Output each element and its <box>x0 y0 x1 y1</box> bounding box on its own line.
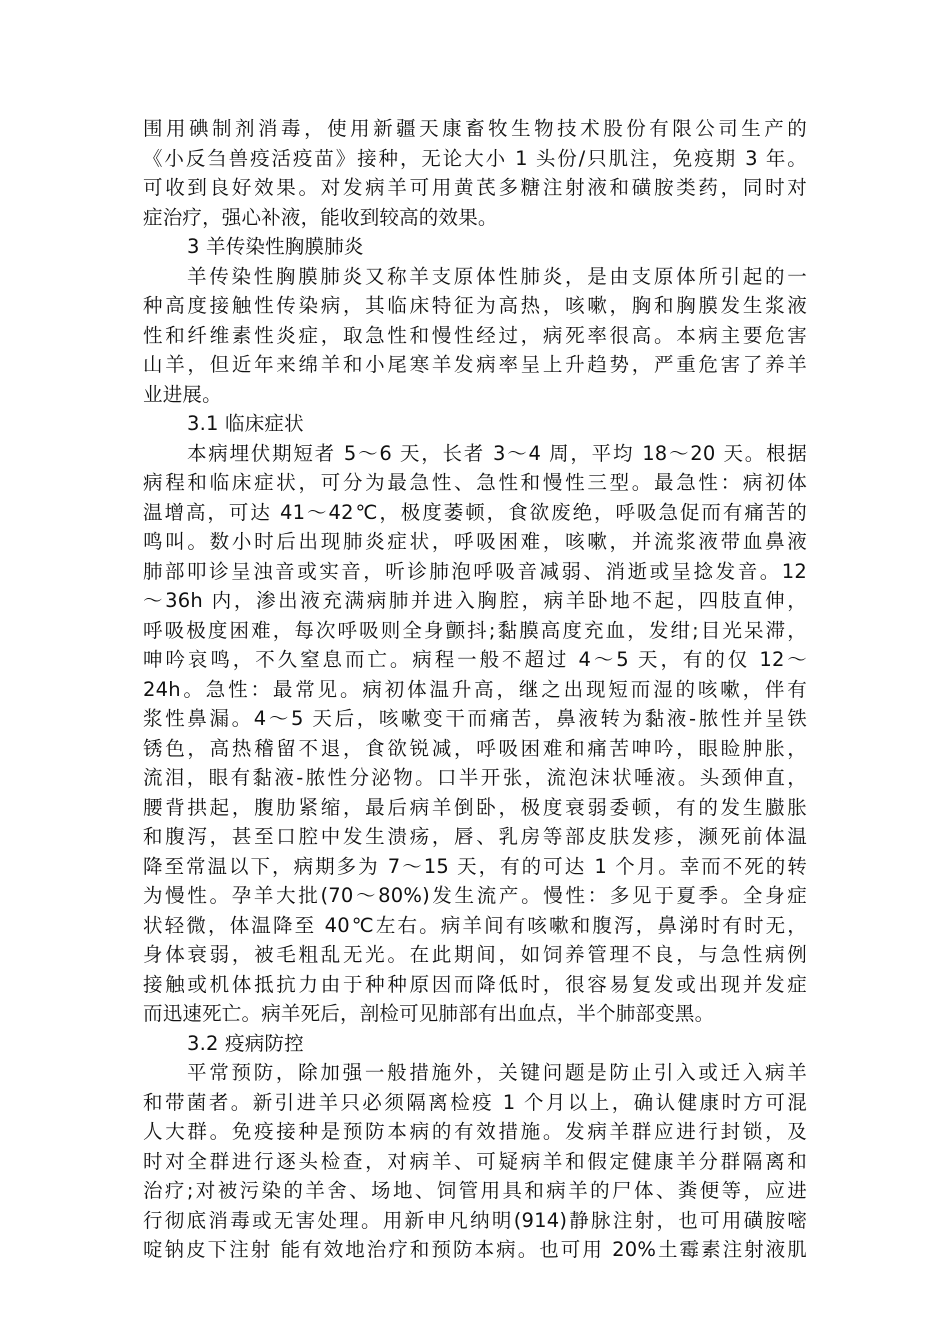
document-page <box>143 114 807 1265</box>
section-heading <box>143 232 807 262</box>
paragraph <box>143 114 807 232</box>
text-line: 业进展。 <box>143 382 222 406</box>
text-line: 腰背拱起，腹肋紧缩，最后病羊倒卧，极度衰弱委顿，有的发生臌胀 <box>143 795 807 819</box>
paragraph <box>143 439 807 1029</box>
text-line: 肺部叩诊呈浊音或实音，听诊肺泡呼吸音减弱、消逝或呈捻发音。12 <box>143 559 807 583</box>
text-line: 围用碘制剂消毒，使用新疆天康畜牧生物技术股份有限公司生产的 <box>143 117 807 140</box>
text-line: ～36h 内，渗出液充满病肺并进入胸腔，病羊卧地不起，四肢直伸， <box>143 589 807 612</box>
paragraph <box>143 262 807 410</box>
text-line: 啶钠皮下注射 能有效地治疗和预防本病。也可用 20%土霉素注射液肌 <box>143 1238 807 1261</box>
text-line: 山羊，但近年来绵羊和小尾寒羊发病率呈上升趋势，严重危害了养羊 <box>143 353 807 376</box>
text-line: 性和纤维素性炎症，取急性和慢性经过，病死率很高。本病主要危害 <box>143 323 807 347</box>
text-line: 治疗;对被污染的羊舍、场地、饲管用具和病羊的尸体、粪便等，应进 <box>143 1179 807 1202</box>
text-line: 行彻底消毒或无害处理。用新申凡纳明(914)静脉注射，也可用磺胺嘧 <box>143 1208 807 1232</box>
text-line: 平常预防，除加强一般措施外，关键问题是防止引入或迁入病羊 <box>187 1061 807 1084</box>
text-line: 流泪，眼有黏液-脓性分泌物。口半开张，流泡沫状唾液。头颈伸直， <box>143 766 807 789</box>
text-line: 《小反刍兽疫活疫苗》接种，无论大小 1 头份/只肌注，免疫期 3 年。 <box>143 146 807 170</box>
text-line: 锈色，高热稽留不退，食欲锐减，呼吸困难和痛苦呻吟，眼睑肿胀， <box>143 736 807 760</box>
text-line: 时对全群进行逐头检查，对病羊、可疑病羊和假定健康羊分群隔离和 <box>143 1149 807 1173</box>
text-line: 羊传染性胸膜肺炎又称羊支原体性肺炎，是由支原体所引起的一 <box>187 264 807 288</box>
text-line: 为慢性。孕羊大批(70～80%)发生流产。慢性：多见于夏季。全身症 <box>143 884 807 907</box>
section-heading <box>143 1029 807 1059</box>
paragraph <box>143 1058 807 1265</box>
section-heading <box>143 409 807 439</box>
text-line: 身体衰弱，被毛粗乱无光。在此期间，如饲养管理不良，与急性病例 <box>143 943 807 966</box>
text-line: 温增高，可达 41～42℃，极度萎顿，食欲废绝，呼吸急促而有痛苦的 <box>143 500 807 524</box>
text-line: 可收到良好效果。对发病羊可用黄芪多糖注射液和磺胺类药，同时对 <box>143 176 807 199</box>
text-line: 症治疗，强心补液，能收到较高的效果。 <box>143 205 498 229</box>
text-line: 人大群。免疫接种是预防本病的有效措施。发病羊群应进行封锁，及 <box>143 1120 807 1143</box>
text-line: 病程和临床症状，可分为最急性、急性和慢性三型。最急性：病初体 <box>143 471 807 494</box>
text-line: 本病埋伏期短者 5～6 天，长者 3～4 周，平均 18～20 天。根据 <box>187 441 807 465</box>
text-line: 接触或机体抵抗力由于种种原因而降低时，很容易复发或出现并发症 <box>143 972 807 996</box>
heading-text: 3.1 临床症状 <box>187 412 304 435</box>
heading-text: 3 羊传染性胸膜肺炎 <box>187 235 364 258</box>
text-line: 降至常温以下，病期多为 7～15 天，有的可达 1 个月。幸而不死的转 <box>143 854 807 878</box>
text-line: 呻吟哀鸣，不久窒息而亡。病程一般不超过 4～5 天，有的仅 12～ <box>143 648 807 671</box>
text-line: 24h。急性：最常见。病初体温升高，继之出现短而湿的咳嗽，伴有 <box>143 677 807 701</box>
text-line: 呼吸极度困难，每次呼吸则全身颤抖;黏膜高度充血，发绀;目光呆滞， <box>143 618 807 642</box>
heading-text: 3.2 疫病防控 <box>187 1031 304 1055</box>
text-line: 和腹泻，甚至口腔中发生溃疡，唇、乳房等部皮肤发疹，濒死前体温 <box>143 825 807 848</box>
text-line: 而迅速死亡。病羊死后，剖检可见肺部有出血点，半个肺部变黑。 <box>143 1002 715 1025</box>
text-line: 浆性鼻漏。4～5 天后，咳嗽变干而痛苦，鼻液转为黏液-脓性并呈铁 <box>143 707 807 730</box>
text-line: 和带菌者。新引进羊只必须隔离检疫 1 个月以上，确认健康时方可混 <box>143 1090 807 1114</box>
text-line: 状轻微，体温降至 40℃左右。病羊间有咳嗽和腹泻，鼻涕时有时无， <box>143 913 807 937</box>
text-line: 鸣叫。数小时后出现肺炎症状，呼吸困难，咳嗽，并流浆液带血鼻液 <box>143 530 807 553</box>
text-line: 种高度接触性传染病，其临床特征为高热，咳嗽，胸和胸膜发生浆液 <box>143 294 807 317</box>
